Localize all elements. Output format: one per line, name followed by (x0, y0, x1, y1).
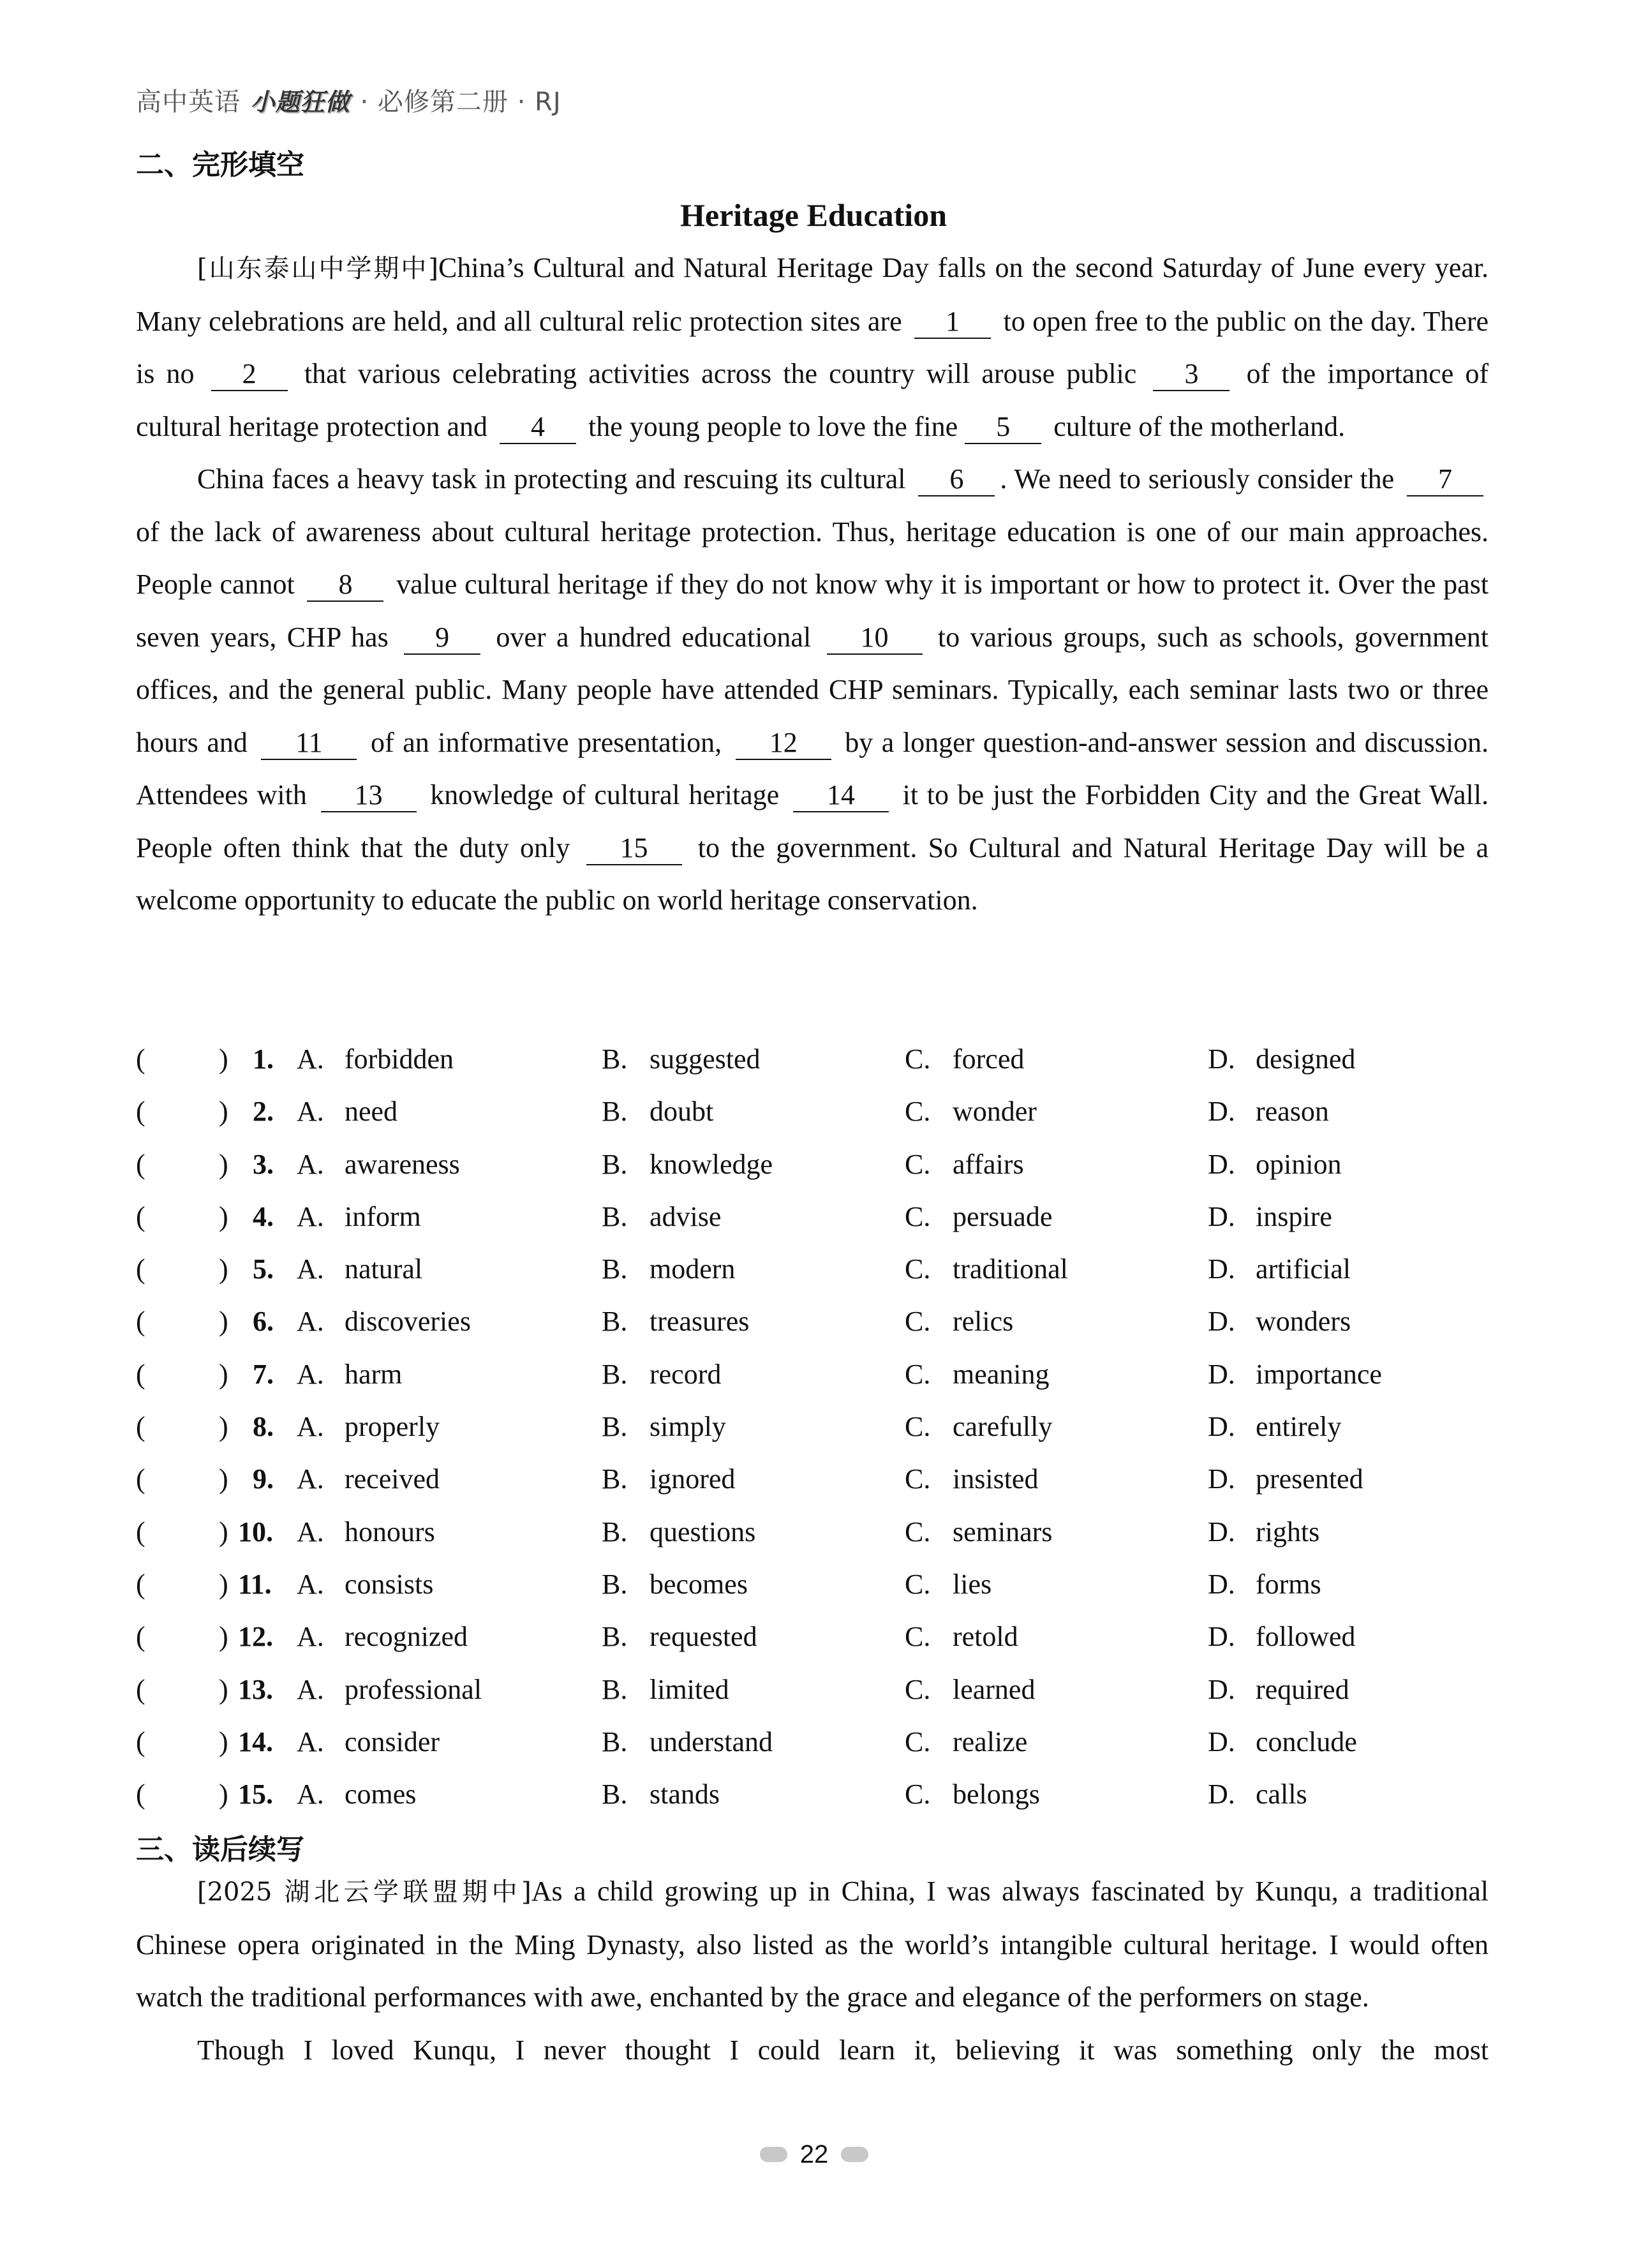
option-c[interactable] (905, 1516, 1052, 1548)
option-b[interactable] (602, 1148, 773, 1181)
option-d[interactable] (1208, 1095, 1329, 1128)
passage-text: . We need to seriously consider the (1000, 463, 1395, 495)
answer-paren-open[interactable]: ( (136, 1358, 145, 1390)
question-row (136, 1244, 1489, 1296)
option-letter: D. (1208, 1516, 1235, 1548)
option-a[interactable] (297, 1200, 421, 1233)
option-d[interactable] (1208, 1305, 1351, 1338)
question-row (136, 1454, 1489, 1506)
answer-paren-open[interactable]: ( (136, 1043, 145, 1075)
option-letter: C. (905, 1358, 931, 1390)
option-text: harm (345, 1358, 403, 1390)
answer-paren-open[interactable]: ( (136, 1253, 145, 1285)
option-text: knowledge (650, 1148, 773, 1180)
option-c[interactable] (905, 1673, 1035, 1706)
passage-text: knowledge of cultural heritage (430, 779, 780, 810)
option-letter: B. (602, 1516, 628, 1548)
option-letter: A. (297, 1516, 324, 1548)
answer-paren-close: ) (219, 1096, 228, 1128)
option-text: questions (650, 1516, 756, 1548)
option-text: consider (345, 1726, 440, 1757)
option-text: belongs (953, 1779, 1040, 1810)
option-letter: A. (297, 1463, 324, 1495)
header-separator: · (517, 87, 526, 117)
option-letter: A. (297, 1096, 324, 1128)
question-number: 4. (253, 1200, 274, 1232)
option-b[interactable] (602, 1410, 726, 1443)
passage-text: it to be just the Forbidden City and the Great Wall. People often think that the duty only (136, 779, 1489, 863)
blank-4[interactable]: 4 (500, 411, 576, 444)
page-number-text: 22 (799, 2140, 829, 2168)
option-a[interactable] (297, 1726, 440, 1758)
question-number: 12. (238, 1621, 273, 1653)
question-number: 3. (253, 1148, 274, 1180)
question-row (136, 1401, 1489, 1454)
passage-text: China faces a heavy task in protecting and rescuing its cultural (197, 463, 906, 495)
option-d[interactable] (1208, 1358, 1382, 1391)
question-number: 13. (238, 1673, 273, 1705)
option-letter: B. (602, 1621, 628, 1653)
option-text: lies (953, 1568, 992, 1600)
blank-6[interactable]: 6 (918, 463, 995, 496)
question-number: 15. (238, 1779, 273, 1810)
option-text: need (345, 1096, 398, 1128)
continuation-paragraph-2: Though I loved Kunqu, I never thought I could learn it, believing it was something only the most (197, 2034, 1489, 2066)
question-row (136, 1139, 1489, 1191)
option-text: entirely (1256, 1411, 1342, 1443)
option-text: reason (1256, 1096, 1329, 1128)
passage-text: to the government. So Cultural and Natural Heritage Day will be a welcome opportunity to educate the public on world heritage conservation. (136, 832, 1489, 916)
question-number: 2. (253, 1096, 274, 1128)
option-letter: C. (905, 1726, 931, 1757)
option-text: followed (1256, 1621, 1356, 1653)
question-number: 9. (253, 1463, 274, 1495)
option-letter: A. (297, 1200, 324, 1232)
question-row (136, 1034, 1489, 1086)
option-letter: B. (602, 1148, 628, 1180)
option-text: wonder (953, 1096, 1037, 1128)
option-letter: D. (1208, 1568, 1235, 1600)
option-letter: B. (602, 1673, 628, 1705)
answer-paren-close: ) (219, 1253, 228, 1285)
option-text: stands (650, 1779, 720, 1810)
option-d[interactable] (1208, 1673, 1349, 1706)
passage-source: [山东泰山中学期中] (197, 254, 439, 283)
option-letter: D. (1208, 1358, 1235, 1390)
question-row (136, 1559, 1489, 1611)
option-text: conclude (1256, 1726, 1357, 1757)
answer-paren-open[interactable]: ( (136, 1200, 145, 1232)
blank-9[interactable]: 9 (404, 622, 480, 655)
option-text: simply (650, 1411, 726, 1443)
option-letter: C. (905, 1673, 931, 1705)
option-letter: B. (602, 1096, 628, 1128)
blank-2[interactable]: 2 (211, 358, 288, 391)
option-letter: B. (602, 1463, 628, 1495)
option-c[interactable] (905, 1253, 1068, 1285)
answer-paren-open[interactable]: ( (136, 1516, 145, 1548)
passage-title: Heritage Education (680, 197, 947, 233)
option-a[interactable] (297, 1358, 402, 1391)
passage-text: As a child growing up in China, I was always fascinated by Kunqu, a traditional Chinese opera originated in the Ming Dynasty, also listed as the world’s intangible cultural heritage. I would often watch the traditional performances with awe, enchanted by the grace and elegance of the performers on stage. (136, 1876, 1489, 2013)
question-number: 14. (238, 1726, 273, 1757)
option-c[interactable] (905, 1305, 1013, 1338)
option-letter: A. (297, 1411, 324, 1443)
option-letter: B. (602, 1779, 628, 1810)
option-letter: A. (297, 1253, 324, 1285)
option-c[interactable] (905, 1568, 992, 1600)
passage-text: over a hundred educational (496, 621, 812, 653)
question-number: 10. (238, 1516, 273, 1548)
answer-paren-open[interactable]: ( (136, 1621, 145, 1653)
answer-paren-open[interactable]: ( (136, 1779, 145, 1810)
option-letter: C. (905, 1253, 931, 1285)
option-letter: C. (905, 1463, 931, 1495)
option-letter: A. (297, 1726, 324, 1757)
answer-paren-close: ) (219, 1200, 228, 1232)
option-text: opinion (1256, 1148, 1342, 1180)
option-b[interactable] (602, 1095, 713, 1128)
option-text: natural (345, 1253, 423, 1285)
option-letter: D. (1208, 1043, 1235, 1075)
question-row (136, 1507, 1489, 1559)
option-letter: C. (905, 1200, 931, 1232)
option-text: meaning (953, 1358, 1050, 1390)
option-b[interactable] (602, 1568, 748, 1600)
header-brand-logo: 小题狂做 (250, 87, 350, 116)
header-edition: RJ (535, 87, 561, 117)
option-text: inform (345, 1200, 421, 1232)
option-text: importance (1256, 1358, 1382, 1390)
option-letter: B. (602, 1253, 628, 1285)
answer-options (136, 1034, 1489, 1821)
answer-paren-open[interactable]: ( (136, 1726, 145, 1757)
blank-12[interactable]: 12 (736, 727, 831, 760)
option-letter: A. (297, 1148, 324, 1180)
question-number: 11. (238, 1568, 272, 1600)
option-d[interactable] (1208, 1620, 1355, 1653)
answer-paren-open[interactable]: ( (136, 1096, 145, 1128)
option-letter: A. (297, 1306, 324, 1338)
option-text: insisted (953, 1463, 1039, 1495)
option-letter: B. (602, 1411, 628, 1443)
option-a[interactable] (297, 1095, 397, 1128)
question-row (136, 1664, 1489, 1717)
header-volume: 必修第二册 (377, 87, 509, 117)
option-text: rights (1256, 1516, 1320, 1548)
option-text: retold (953, 1621, 1018, 1653)
option-text: traditional (953, 1253, 1068, 1285)
option-b[interactable] (602, 1253, 735, 1285)
option-letter: C. (905, 1568, 931, 1600)
option-text: forms (1256, 1568, 1321, 1600)
option-letter: D. (1208, 1306, 1235, 1338)
option-a[interactable] (297, 1305, 471, 1338)
option-text: honours (345, 1516, 435, 1548)
option-b[interactable] (602, 1673, 729, 1706)
option-text: consists (345, 1568, 434, 1600)
option-letter: C. (905, 1779, 931, 1810)
answer-paren-close: ) (219, 1568, 228, 1600)
option-d[interactable] (1208, 1043, 1355, 1075)
option-text: persuade (953, 1200, 1053, 1232)
option-text: properly (345, 1411, 440, 1443)
question-row (136, 1717, 1489, 1769)
question-row (136, 1611, 1489, 1664)
question-row (136, 1769, 1489, 1821)
option-a[interactable] (297, 1463, 440, 1495)
continuation-section-heading: 三、读后续写 (136, 1833, 304, 1866)
option-c[interactable] (905, 1200, 1052, 1233)
answer-paren-close: ) (219, 1621, 228, 1653)
option-a[interactable] (297, 1148, 460, 1181)
option-letter: D. (1208, 1253, 1235, 1285)
option-text: forbidden (345, 1043, 454, 1075)
passage-text: value cultural heritage if they do not know why it is important or how to protect it. Over the past seven years, CHP has (136, 569, 1489, 653)
blank-13[interactable]: 13 (321, 779, 417, 812)
option-text: record (650, 1358, 722, 1390)
passage-text: by a longer question-and-answer session and discussion. Attendees with (136, 726, 1489, 810)
continuation-passage (136, 1865, 1489, 2077)
option-text: suggested (650, 1043, 761, 1075)
question-number: 5. (253, 1253, 274, 1285)
answer-paren-close: ) (219, 1043, 228, 1075)
passage-text: China’s Cultural and Natural Heritage Day falls on the second Saturday of June every year. Many celebrations are held, and all cultural relic protection sites are (136, 252, 1489, 337)
answer-paren-close: ) (219, 1306, 228, 1338)
option-d[interactable] (1208, 1778, 1307, 1810)
continuation-paragraph-1 (136, 1865, 1489, 2024)
option-letter: B. (602, 1043, 628, 1075)
option-c[interactable] (905, 1620, 1018, 1653)
option-a[interactable] (297, 1253, 422, 1285)
option-text: becomes (650, 1568, 748, 1600)
question-number: 7. (253, 1358, 274, 1390)
option-d[interactable] (1208, 1516, 1319, 1548)
option-letter: B. (602, 1306, 628, 1338)
option-letter: A. (297, 1043, 324, 1075)
option-a[interactable] (297, 1043, 454, 1075)
option-text: presented (1256, 1463, 1363, 1495)
option-b[interactable] (602, 1778, 720, 1810)
option-c[interactable] (905, 1726, 1027, 1758)
option-text: affairs (953, 1148, 1024, 1180)
passage-text: the young people to love the fine (588, 410, 958, 442)
blank-11[interactable]: 11 (261, 727, 357, 760)
option-letter: D. (1208, 1621, 1235, 1653)
passage-source: [2025 湖北云学联盟期中] (197, 1877, 531, 1907)
question-number: 1. (253, 1043, 274, 1075)
option-text: professional (345, 1673, 482, 1705)
option-letter: C. (905, 1516, 931, 1548)
option-text: ignored (650, 1463, 736, 1495)
option-a[interactable] (297, 1673, 482, 1706)
option-b[interactable] (602, 1305, 749, 1338)
blank-5[interactable]: 5 (965, 411, 1041, 444)
answer-paren-open[interactable]: ( (136, 1673, 145, 1705)
option-text: required (1256, 1673, 1349, 1705)
question-number: 6. (253, 1306, 274, 1338)
option-letter: A. (297, 1621, 324, 1653)
question-row (136, 1191, 1489, 1244)
option-text: limited (650, 1673, 729, 1705)
passage-text: that various celebrating activities across the country will arouse public (304, 358, 1137, 389)
option-a[interactable] (297, 1778, 416, 1810)
blank-7[interactable]: 7 (1407, 463, 1483, 496)
option-c[interactable] (905, 1358, 1050, 1391)
answer-paren-open[interactable]: ( (136, 1306, 145, 1338)
option-text: received (345, 1463, 440, 1495)
option-text: treasures (650, 1306, 750, 1338)
option-text: inspire (1256, 1200, 1332, 1232)
option-letter: C. (905, 1306, 931, 1338)
blank-8[interactable]: 8 (307, 569, 383, 602)
option-d[interactable] (1208, 1410, 1341, 1443)
option-letter: B. (602, 1568, 628, 1600)
option-letter: D. (1208, 1148, 1235, 1180)
blank-1[interactable]: 1 (914, 306, 991, 339)
option-c[interactable] (905, 1778, 1040, 1810)
option-a[interactable] (297, 1410, 440, 1443)
option-letter: C. (905, 1148, 931, 1180)
answer-paren-open[interactable]: ( (136, 1411, 145, 1443)
passage-text: of an informative presentation, (370, 726, 722, 758)
option-b[interactable] (602, 1516, 755, 1548)
option-d[interactable] (1208, 1568, 1321, 1600)
option-c[interactable] (905, 1043, 1024, 1075)
option-c[interactable] (905, 1463, 1038, 1495)
page-number (760, 2140, 868, 2168)
passage-text: of the importance of cultural heritage protection and (136, 358, 1489, 442)
option-letter: C. (905, 1043, 931, 1075)
option-b[interactable] (602, 1200, 721, 1233)
option-text: carefully (953, 1411, 1053, 1443)
option-letter: A. (297, 1779, 324, 1810)
option-a[interactable] (297, 1516, 435, 1548)
answer-paren-close: ) (219, 1358, 228, 1390)
option-text: advise (650, 1200, 722, 1232)
answer-paren-close: ) (219, 1411, 228, 1443)
option-text: comes (345, 1779, 417, 1810)
page-number-left-pill-icon (760, 2147, 787, 2162)
blank-3[interactable]: 3 (1153, 358, 1230, 391)
option-text: recognized (345, 1621, 468, 1653)
option-b[interactable] (602, 1726, 773, 1758)
option-c[interactable] (905, 1148, 1024, 1181)
option-d[interactable] (1208, 1200, 1332, 1233)
option-letter: B. (602, 1358, 628, 1390)
option-letter: C. (905, 1411, 931, 1443)
option-letter: A. (297, 1568, 324, 1600)
option-text: modern (650, 1253, 736, 1285)
header-separator: · (360, 87, 369, 117)
option-letter: B. (602, 1726, 628, 1757)
option-c[interactable] (905, 1095, 1037, 1128)
option-letter: A. (297, 1673, 324, 1705)
option-letter: D. (1208, 1096, 1235, 1128)
option-text: seminars (953, 1516, 1053, 1548)
option-letter: C. (905, 1096, 931, 1128)
option-b[interactable] (602, 1620, 757, 1653)
answer-paren-open[interactable]: ( (136, 1148, 145, 1180)
option-text: forced (953, 1043, 1025, 1075)
answer-paren-close: ) (219, 1673, 228, 1705)
option-letter: D. (1208, 1779, 1235, 1810)
option-letter: A. (297, 1358, 324, 1390)
option-text: calls (1256, 1779, 1307, 1810)
cloze-section-heading: 二、完形填空 (136, 149, 304, 181)
cloze-passage (136, 242, 1489, 927)
page-number-right-pill-icon (841, 2147, 868, 2162)
answer-paren-close: ) (219, 1148, 228, 1180)
option-letter: D. (1208, 1673, 1235, 1705)
option-text: realize (953, 1726, 1028, 1757)
option-b[interactable] (602, 1358, 721, 1391)
option-b[interactable] (602, 1463, 735, 1495)
blank-15[interactable]: 15 (586, 832, 682, 865)
option-text: wonders (1256, 1306, 1351, 1338)
option-d[interactable] (1208, 1253, 1351, 1285)
passage-text: of the lack of awareness about cultural heritage protection. Thus, heritage education is one of our main approaches. People cannot (136, 516, 1489, 600)
header-subject: 高中英语 (136, 87, 241, 117)
option-text: doubt (650, 1096, 714, 1128)
option-b[interactable] (602, 1043, 761, 1075)
running-header (136, 82, 561, 118)
option-letter: D. (1208, 1726, 1235, 1757)
option-text: requested (650, 1621, 757, 1653)
option-letter: B. (602, 1200, 628, 1232)
cloze-paragraph-2 (136, 453, 1489, 927)
passage-text: to various groups, such as schools, government offices, and the general public. Many people have attended CHP seminars. Typically, each seminar lasts two or three hours and (136, 621, 1489, 758)
option-letter: C. (905, 1621, 931, 1653)
option-text: awareness (345, 1148, 460, 1180)
option-a[interactable] (297, 1568, 433, 1600)
question-row (136, 1086, 1489, 1138)
option-text: designed (1256, 1043, 1356, 1075)
answer-paren-close: ) (219, 1726, 228, 1757)
blank-10[interactable]: 10 (827, 622, 923, 655)
option-d[interactable] (1208, 1726, 1357, 1758)
option-letter: D. (1208, 1463, 1235, 1495)
option-d[interactable] (1208, 1463, 1363, 1495)
question-row (136, 1296, 1489, 1348)
answer-paren-close: ) (219, 1779, 228, 1810)
option-letter: D. (1208, 1200, 1235, 1232)
option-text: learned (953, 1673, 1036, 1705)
cloze-paragraph-1 (136, 242, 1489, 453)
option-text: discoveries (345, 1306, 471, 1338)
option-text: understand (650, 1726, 773, 1757)
passage-text: to open free to the public on the day. There is no (136, 305, 1489, 389)
answer-paren-close: ) (219, 1516, 228, 1548)
passage-text: culture of the motherland. (1053, 410, 1346, 442)
question-number: 8. (253, 1411, 274, 1443)
answer-paren-close: ) (219, 1463, 228, 1495)
blank-14[interactable]: 14 (793, 779, 889, 812)
answer-paren-open[interactable]: ( (136, 1568, 145, 1600)
option-d[interactable] (1208, 1148, 1341, 1181)
question-row (136, 1349, 1489, 1401)
option-text: artificial (1256, 1253, 1351, 1285)
option-a[interactable] (297, 1620, 468, 1653)
answer-paren-open[interactable]: ( (136, 1463, 145, 1495)
option-c[interactable] (905, 1410, 1052, 1443)
option-letter: D. (1208, 1411, 1235, 1443)
option-text: relics (953, 1306, 1014, 1338)
